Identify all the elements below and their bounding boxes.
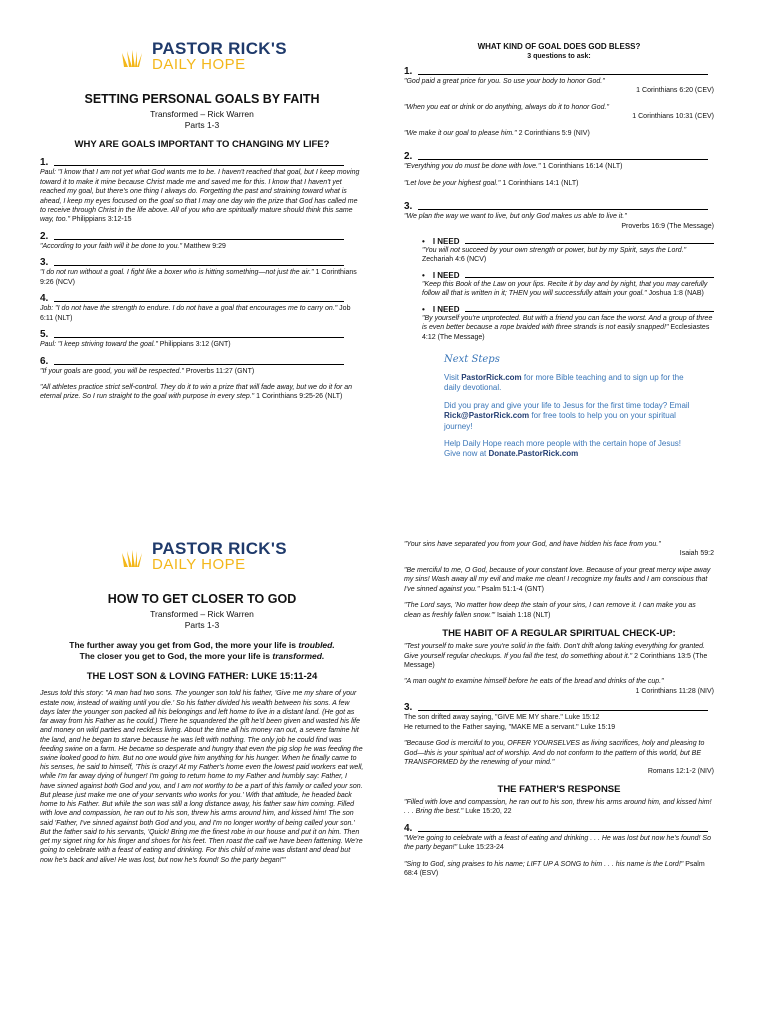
next-steps-box	[444, 354, 694, 460]
verse-ref: 1 Corinthians 11:28 (NIV)	[635, 687, 714, 695]
logo-line-2: DAILY HOPE	[152, 56, 246, 73]
verse-text: "We're going to celebrate with a feast of eating and drinking . . . He was lost but now he's found! So the party began!"	[404, 834, 711, 852]
verse-text: Job: "I do not have the strength to endure. I do not have a goal that encourages me to carry on."	[40, 305, 338, 313]
verse-ref: 2 Corinthians 13:5 (The Message)	[404, 652, 708, 669]
habit-heading: THE HABIT OF A REGULAR SPIRITUAL CHECK-UP:	[442, 628, 676, 640]
section-heading: THE LOST SON & LOVING FATHER: LUKE 15:11-24	[86, 671, 318, 683]
need-label: I NEED	[432, 304, 460, 314]
verse-text: Paul: "I keep striving toward the goal."	[40, 341, 158, 349]
right-column	[404, 0, 714, 467]
page-title: SETTING PERSONAL GOALS BY FAITH	[84, 92, 320, 106]
section-heading: WHY ARE GOALS IMPORTANT TO CHANGING MY LIFE?	[74, 139, 330, 151]
athletes-verse	[40, 383, 364, 402]
verse-text: "Test yourself to make sure you're solid in the faith. Don't drift along taking everything for granted. Give yourself regular checkups. If you fail the test, do something about it."	[404, 643, 706, 660]
verse	[404, 677, 714, 696]
father-heading: THE FATHER'S RESPONSE	[497, 783, 621, 795]
bullet-icon: •	[422, 236, 425, 246]
verse	[404, 77, 714, 96]
verse-text: "By yourself you're unprotected. But with a friend you can face the worst. And a group of three is even better because a rope braided with three strands is not easily snapped!"	[422, 314, 713, 332]
need-label: I NEED	[432, 236, 460, 246]
verse	[404, 280, 714, 299]
verse-ref: 1 Corinthians 6:20 (CEV)	[636, 87, 714, 95]
verse	[404, 540, 714, 559]
right-subheading: 3 questions to ask:	[527, 53, 591, 60]
website-link[interactable]: PastorRick.com	[461, 373, 522, 382]
lead-statement: The further away you get from God, the more your life is troubled. The closer you get to God, the more your life is transformed.	[69, 640, 335, 662]
right-heading: WHAT KIND OF GOAL DOES GOD BLESS?	[477, 42, 641, 51]
verse-text: "Let love be your highest goal."	[404, 179, 501, 187]
fill-in-blank[interactable]	[465, 243, 714, 244]
fill-in-blank[interactable]	[418, 74, 708, 75]
verse-ref: Joshua 1:8 (NAB)	[648, 290, 704, 298]
lost-son-story: Jesus told this story: "A man had two sons. The younger son told his father, 'Give me my share of your estate now, instead of waiting until you die.' So his father divided his wealth between his sons. A few days later the younger son packed all his belongings and left home to live in a distant land. (He got as far away from his Father as he could.) There he squandered the gift he'd been given and wasted his life and money on wild parties and reckless living. About the time all his money ran out, a severe famine hit the land, and he began to starve because he was left with nothing. The only job he could find was feeding swine on a farm. He became so desperate and hungry that even the pig slop he was feeding the swine looked good to him. But no one would give him anything for his hunger. When he finally came to his senses, he said to himself, 'This is crazy! At my Father's home even the lowest paid workers eat well, while I'm far away dying of hunger! I'm going to return home to my Father and humbly say: Father, I have sinned against both God and you, and I am not worthy to be a part of this family or called your son. But please just make me one of your servants who works for you.' With that attitude, he headed back home to his Father. But while the son was still a long distance away, his father saw him coming. Filled with love and compassion, he ran out to his son, threw his arms around him, and kissed him! The son said 'Father, I've sinned against both God and you, and I'm no longer worthy of being called your son.' But the father said to his servants, 'Quick! Bring me the finest robe in our house and put it on him. Then get my signet ring for his finger and shoes for his feet. Then roast the calf we have been fattening. We're going to celebrate with a feast of eating and drinking. For this child of mine was distant and dead but now he's back and alive! He was lost, but now he's found! So the party began!'"	[40, 690, 364, 864]
next-steps-visit: Visit PastorRick.com for more Bible teaching and to sign up for the daily devotional.	[444, 373, 684, 393]
need-label: I NEED	[432, 270, 460, 280]
verse	[404, 212, 714, 231]
verse-text: "A man ought to examine himself before he eats of the bread and drinks of the cup."	[404, 678, 664, 686]
verse-text: "Keep this Book of the Law on your lips. Recite it by day and by night, that you may carefully follow all that is written in it; THEN you will successfully attain your goal."	[422, 280, 708, 298]
verse	[404, 601, 714, 620]
bullet-icon: •	[422, 270, 425, 280]
verse-ref: Psalm 51:1-4 (GNT)	[481, 585, 545, 593]
verse-ref: 1 Corinthians 16:14 (NLT)	[542, 163, 623, 171]
fill-in-blank[interactable]	[54, 239, 344, 240]
verse-ref: Philippians 3:12-15	[71, 216, 132, 224]
fill-in-blank[interactable]	[418, 710, 708, 711]
item-number: 3.	[404, 201, 413, 213]
verse-text: "Because God is merciful to you, OFFER YOURSELVES as living sacrifices, holy and pleasing to God—this is your spiritual act of worship. And do not conform to the pattern of this world, but BE TRANSFORMED by the renewing of your mind."	[404, 740, 705, 766]
verse-ref: Luke 15:20, 22	[465, 808, 512, 816]
parts: Parts 1-3	[184, 619, 220, 630]
item-number: 2.	[404, 151, 413, 163]
goal-item-2	[40, 231, 364, 251]
logo-line-2: DAILY HOPE	[152, 556, 246, 573]
parts: Parts 1-3	[184, 119, 220, 130]
verse-ref: Isaiah 1:18 (NLT)	[496, 611, 551, 619]
verse-text: "According to your faith will it be done to you."	[40, 242, 182, 250]
verse-ref: Proverbs 11:27 (GNT)	[185, 367, 255, 375]
verse-ref: Philippians 3:12 (GNT)	[159, 341, 231, 349]
verse	[404, 860, 714, 879]
fill-in-blank[interactable]	[465, 277, 714, 278]
verse	[404, 314, 714, 342]
verse-text: "God paid a great price for you. So use your body to honor God."	[404, 78, 605, 85]
verse-text: "We make it our goal to please him."	[404, 129, 517, 137]
verse	[404, 739, 714, 777]
item-number: 6.	[40, 355, 49, 367]
donate-link[interactable]: Donate.PastorRick.com	[488, 449, 579, 459]
verse-text: "Sing to God, sing praises to his name; LIFT UP A SONG to him . . . his name is the Lord!"	[404, 860, 684, 868]
verse-ref: 2 Corinthians 5:9 (NIV)	[518, 129, 590, 137]
item-number: 2.	[40, 230, 49, 242]
verse-text: "Everything you do must be done with love."	[404, 163, 541, 171]
logo-line-1: PASTOR RICK'S	[152, 539, 287, 558]
verse-text: "Filled with love and compassion, he ran out to his son, threw his arms around him, and kissed him! . . . Bring the best."	[404, 798, 712, 816]
verse	[404, 834, 714, 853]
email-link[interactable]: Rick@PastorRick.com	[444, 411, 530, 421]
verse	[404, 162, 714, 171]
verse-text: "Your sins have separated you from your God, and have hidden his face from you."	[404, 541, 661, 548]
fill-in-blank[interactable]	[54, 301, 344, 302]
goal-item-1	[40, 157, 364, 225]
verse-text: "I do not run without a goal. I fight like a boxer who is hitting something—not just the air."	[40, 269, 314, 277]
verse	[404, 179, 714, 188]
next-steps-donate: Help Daily Hope reach more people with the certain hope of Jesus! Give now at Donate.PastorRick.com	[444, 438, 682, 459]
goal-item-4	[40, 293, 364, 323]
fill-in-blank[interactable]	[465, 311, 714, 312]
item-number: 4.	[404, 822, 413, 834]
verse-text: Paul: "I know that I am not yet what God wants me to be. I haven't reached that goal, but I keep moving toward it to make it mine because Christ made me and saved me for this. I know that I haven't yet reached my goal, but there's one thing I always do. Forgetting the past and straining toward what is ahead, I keep my eyes focused on the goal so that I may one day win the prize that God has called me to receive through Christ in the life above. All of you who are spiritually mature should think this same way, too."	[40, 169, 360, 224]
verse-ref: Matthew 9:29	[183, 242, 226, 250]
fill-in-blank[interactable]	[418, 159, 708, 160]
page-title: HOW TO GET CLOSER TO GOD	[107, 592, 297, 606]
fill-in-blank[interactable]	[54, 265, 344, 266]
worksheet-page-closer	[0, 512, 768, 1024]
verse-ref: 1 Corinthians 14:1 (NLT)	[502, 179, 579, 187]
sunrise-logo-icon	[120, 43, 146, 69]
item-number: 1.	[404, 66, 413, 77]
fill-in-blank[interactable]	[54, 165, 344, 166]
verse-text: "The Lord says, 'No matter how deep the stain of your sins, I can remove it. I can make you as clean as freshly fallen snow.'"	[404, 602, 696, 619]
left-column	[40, 512, 364, 865]
verse-ref: Ecclesiastes 4:12 (The Message)	[422, 324, 710, 341]
verse-text: "You will not succeed by your own strength or power, but by my Spirit, says the Lord."	[422, 246, 687, 254]
verse-ref: Isaiah 59:2	[679, 550, 714, 558]
pastor-ricks-logo	[120, 40, 364, 72]
fill-in-blank[interactable]	[54, 364, 344, 365]
subtitle: Transformed – Rick Warren	[150, 109, 254, 119]
son-quote: The son drifted away saying, "GIVE ME MY share." Luke 15:12 He returned to the Father saying, "MAKE ME a servant." Luke 15:19	[404, 714, 616, 731]
item-number: 5.	[40, 329, 49, 341]
item-number: 3.	[404, 702, 413, 714]
verse	[404, 798, 714, 817]
verse-ref: 1 Corinthians 9:25-26 (NLT)	[256, 393, 343, 401]
item-number: 1.	[40, 157, 49, 169]
pastor-ricks-logo	[120, 540, 364, 572]
next-steps-email: Did you pray and give your life to Jesus for the first time today? Email Rick@PastorRick.com for free tools to help you on your spiritual journey!	[444, 400, 690, 431]
verse-text: "All athletes practice strict self-control. They do it to win a prize that will fade away, but we do it for an eternal prize. So I run straight to the goal with purpose in every step."	[40, 383, 353, 401]
verse-text: "Be merciful to me, O God, because of your constant love. Because of your great mercy wipe away my sins! Wash away all my evil and make me clean! I recognize my faults and I am conscious that I've sinned against you."	[404, 566, 711, 593]
verse	[404, 566, 714, 594]
sunrise-logo-icon	[120, 543, 146, 569]
verse	[404, 246, 714, 265]
verse	[404, 129, 714, 138]
verse-ref: Romans 12:1-2 (NIV)	[647, 768, 714, 776]
goal-item-3	[40, 257, 364, 287]
verse-ref: Zechariah 4:6 (NCV)	[422, 256, 487, 264]
goal-item-6	[40, 356, 364, 376]
verse	[404, 103, 714, 122]
verse-text: "If your goals are good, you will be respected."	[40, 367, 184, 375]
right-column	[404, 512, 714, 879]
fill-in-blank[interactable]	[54, 337, 344, 338]
verse-ref: Luke 15:23-24	[459, 844, 504, 852]
left-column	[40, 0, 364, 402]
subtitle: Transformed – Rick Warren	[150, 609, 254, 619]
verse-text: "When you eat or drink or do anything, always do it to honor God."	[404, 103, 609, 111]
verse-text: "We plan the way we want to live, but only God makes us able to live it."	[404, 213, 627, 221]
logo-line-1: PASTOR RICK'S	[152, 39, 287, 58]
verse-ref: Proverbs 16:9 (The Message)	[621, 222, 714, 230]
verse	[404, 642, 714, 670]
verse-ref: Job 6:11 (NLT)	[40, 305, 351, 322]
fill-in-blank[interactable]	[418, 831, 708, 832]
item-number: 3.	[40, 257, 49, 269]
bullet-icon: •	[422, 304, 425, 314]
item-number: 4.	[40, 293, 49, 305]
verse-ref: 1 Corinthians 9:26 (NCV)	[40, 269, 357, 286]
verse-ref: 1 Corinthians 10:31 (CEV)	[632, 113, 714, 121]
next-steps-title: Next Steps	[444, 354, 500, 365]
goal-item-5	[40, 329, 364, 349]
fill-in-blank[interactable]	[418, 209, 708, 210]
verse-ref: Psalm 68:4 (ESV)	[404, 860, 705, 878]
